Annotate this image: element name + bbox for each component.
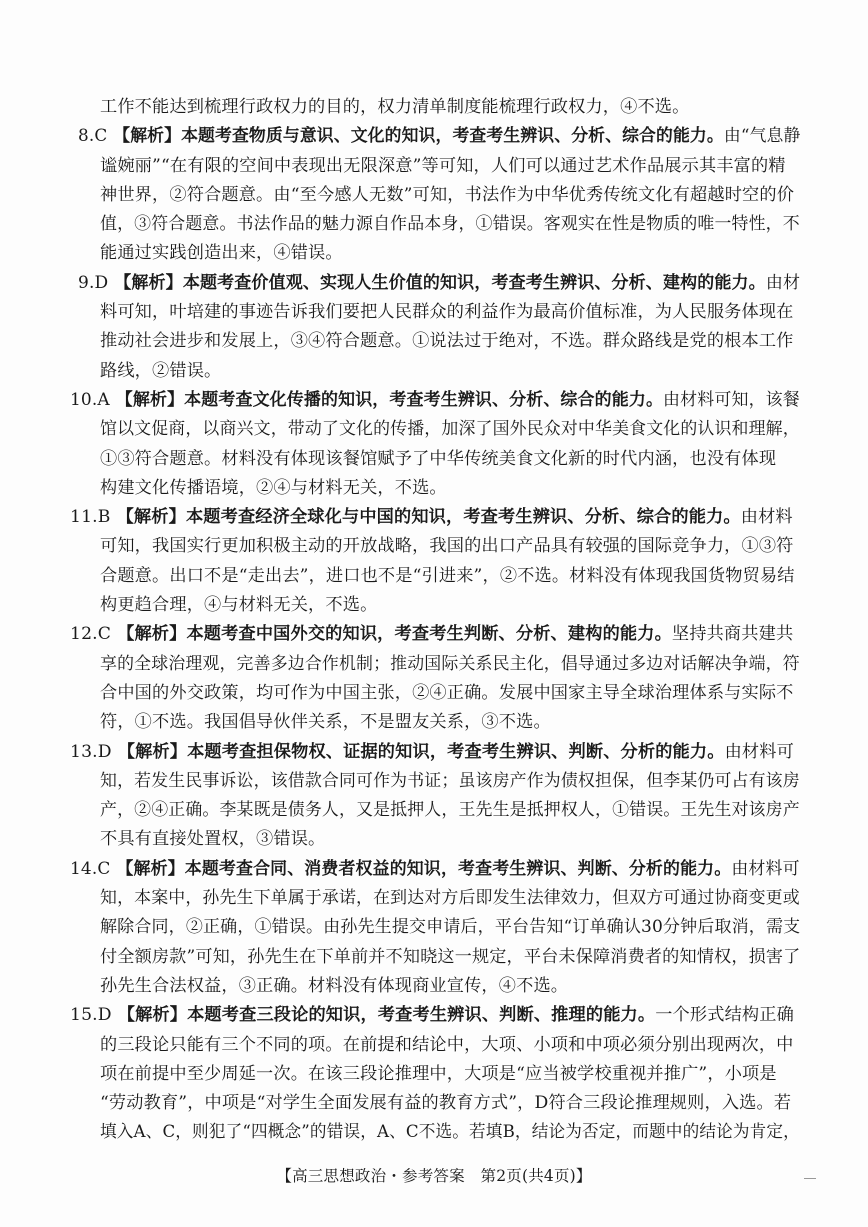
line-text: 合题意。出口不是“走出去”，进口也不是“引进来”，②不选。材料没有体现我国货物贸易结 xyxy=(100,565,795,586)
answer-text-line xyxy=(100,210,800,239)
line-text: 值，③符合题意。书法作品的魅力源自作品本身，①错误。客观实在性是物质的唯一特性，不 xyxy=(100,214,800,235)
analysis-tag: 【解析】 xyxy=(115,389,185,410)
analysis-summary: 本题考查中国外交的知识，考查考生判断、分析、建构的能力。 xyxy=(186,624,672,645)
question-number: 14. xyxy=(70,858,98,879)
answer-item-first-line xyxy=(70,1001,800,1030)
line-text: 能通过实践创造出来，④错误。 xyxy=(100,243,343,264)
answer-text-line xyxy=(100,532,800,561)
line-text: 解除合同，②正确，①错误。由孙先生提交申请后，平台告知“订单确认30分钟后取消，需支 xyxy=(100,917,801,938)
line-text: 由材 xyxy=(765,272,801,293)
answer-text-line xyxy=(100,1118,800,1147)
answer-text-body xyxy=(70,93,801,1148)
line-text: 构更趋合理，④与材料无关，不选。 xyxy=(100,595,378,616)
question-number: 9. xyxy=(78,272,95,293)
answer-text-line xyxy=(100,767,800,796)
answer-text-line xyxy=(100,1089,800,1118)
line-text: 孙先生合法权益，③正确。材料没有体现商业宣传，④不选。 xyxy=(100,975,569,996)
line-text: 一个形式结构正确 xyxy=(655,1005,794,1026)
answer-text-line xyxy=(100,1060,800,1089)
answer-choice: D xyxy=(97,741,112,762)
line-text: 由材料 xyxy=(740,507,793,528)
line-text: 填入A、C，则犯了“四概念”的错误，A、C不选。若填B，结论为否定，而题中的结论为肯定， xyxy=(100,1122,800,1143)
answer-text-line xyxy=(100,415,800,444)
question-number: 8. xyxy=(78,126,95,147)
answer-text-line xyxy=(100,445,800,474)
line-text: 谧婉丽”“在有限的空间中表现出无限深意”等可知，人们可以通过艺术作品展示其丰富的精 xyxy=(100,155,786,176)
answer-text-line xyxy=(100,152,800,181)
analysis-summary: 本题考查担保物权、证据的知识，考查考生辨识、判断、分析的能力。 xyxy=(187,741,725,762)
answer-text-line xyxy=(100,943,801,972)
line-text: 料可知，叶培建的事迹告诉我们要把人民群众的利益作为最高价值标准，为人民服务体现在 xyxy=(100,302,794,323)
answer-text-line xyxy=(100,796,800,825)
answer-choice: D xyxy=(97,1005,112,1026)
page-footer: 【高三思想政治・参考答案 第2页(共4页)】 xyxy=(276,1167,592,1185)
line-text: 神世界，②符合题意。由“至今感人无数”可知，书法作为中华优秀传统文化有超越时空的价 xyxy=(100,184,795,205)
answer-choice: C xyxy=(97,858,111,879)
answer-text-line xyxy=(100,357,800,386)
answer-choice: D xyxy=(94,272,109,293)
line-text: ①③符合题意。材料没有体现该餐馆赋予了中华传统美食文化新的时代内涵，也没有体现 xyxy=(100,448,777,469)
answer-item-first-line xyxy=(70,855,800,884)
line-text: 付全额房款”可知，孙先生在下单前并不知晓这一规定，平台未保障消费者的知情权，损害了 xyxy=(100,946,801,967)
line-text: 坚持共商共建共 xyxy=(671,624,794,645)
analysis-tag: 【解析】 xyxy=(113,126,182,147)
line-text: 由材料可 xyxy=(724,741,794,762)
line-text: 由材料可 xyxy=(731,858,800,879)
line-text: 项在前提中至少周延一次。在该三段论推理中，大项是“应当被学校重视并推广”，小项是 xyxy=(100,1063,777,1084)
line-text: 不具有直接处置权，③错误。 xyxy=(100,829,326,850)
answer-text-line xyxy=(100,298,800,327)
answer-text-line xyxy=(100,591,800,620)
line-text: 享的全球治理观，完善多边合作机制；推动国际关系民主化，倡导通过多边对话解决争端，符 xyxy=(100,653,800,674)
analysis-summary: 本题考查价值观、实现人生价值的知识，考查考生辨识、分析、建构的能力。 xyxy=(182,272,766,293)
answer-text-line xyxy=(100,1031,800,1060)
line-text: 路线，②错误。 xyxy=(100,360,222,381)
line-text: 可知，我国实行更加积极主动的开放战略，我国的出口产品具有较强的国际竞争力，①③符 xyxy=(100,536,794,557)
question-number: 10. xyxy=(70,389,98,410)
line-text: 由材料可知，该餐 xyxy=(663,389,800,410)
analysis-tag: 【解析】 xyxy=(114,272,183,293)
line-text: 馆以文促商，以商兴文，带动了文化的传播，加深了国外民众对中华美食文化的认识和理解， xyxy=(100,419,800,440)
answer-item-first-line xyxy=(78,122,801,151)
answer-text-line xyxy=(100,562,800,591)
answer-choice: C xyxy=(94,126,108,147)
answer-text-line xyxy=(100,650,800,679)
answer-text-line xyxy=(100,884,800,913)
question-number: 11. xyxy=(70,507,98,528)
answer-text-line xyxy=(100,972,800,1001)
answer-text-line xyxy=(100,913,801,942)
line-text: 的三段论只能有三个不同的项。在前提和结论中，大项、小项和中项必须分别出现两次，中 xyxy=(100,1034,794,1055)
line-text: 工作不能达到梳理行政权力的目的，权力清单制度能梳理行政权力，④不选。 xyxy=(100,97,690,117)
answer-choice: C xyxy=(97,624,112,645)
answer-choice: B xyxy=(97,507,111,528)
analysis-tag: 【解析】 xyxy=(117,1005,188,1026)
answer-item-first-line xyxy=(70,620,800,649)
line-text: 推动社会进步和发展上，③④符合题意。①说法过于绝对，不选。群众路线是党的根本工作 xyxy=(100,331,794,352)
answer-text-line xyxy=(100,93,800,122)
answer-item-first-line xyxy=(70,738,800,767)
question-number: 15. xyxy=(70,1005,98,1026)
analysis-tag: 【解析】 xyxy=(117,741,188,762)
line-text: 知，若发生民事诉讼，该借款合同可作为书证；虽该房产作为债权担保，但李某仍可占有该房 xyxy=(100,770,800,791)
line-text: “劳动教育”，中项是“对学生全面发展有益的教育方式”，D符合三段论推理规则，入选。若 xyxy=(100,1093,792,1114)
line-text: 产，②④正确。李某既是债务人，又是抵押人，王先生是抵押权人，①错误。王先生对该房产 xyxy=(100,800,800,821)
analysis-summary: 本题考查三段论的知识，考查考生辨识、判断、推理的能力。 xyxy=(187,1005,656,1026)
footer-mark xyxy=(804,1178,816,1179)
answer-text-line xyxy=(100,327,800,356)
analysis-summary: 本题考查文化传播的知识，考查考生辨识、分析、综合的能力。 xyxy=(184,389,664,410)
question-number: 13. xyxy=(70,741,98,762)
answer-text-line xyxy=(100,181,800,210)
answer-item-first-line xyxy=(70,386,800,415)
line-text: 知，本案中，孙先生下单属于承诺，在到达对方后即发生法律效力，但双方可通过协商变更或 xyxy=(100,888,800,909)
question-number: 12. xyxy=(70,624,98,645)
answer-item-first-line xyxy=(70,503,800,532)
line-text: 符，①不选。我国倡导伙伴关系，不是盟友关系，③不选。 xyxy=(100,712,551,733)
analysis-summary: 本题考查合同、消费者权益的知识，考查考生辨识、判断、分析的能力。 xyxy=(184,858,732,879)
answer-text-line xyxy=(100,825,800,854)
answer-text-line xyxy=(100,708,800,737)
analysis-tag: 【解析】 xyxy=(117,624,187,645)
line-text: 合中国的外交政策，均可作为中国主张，②④正确。发展中国家主导全球治理体系与实际不 xyxy=(100,682,794,703)
line-text: 由“气息静 xyxy=(723,126,801,147)
analysis-tag: 【解析】 xyxy=(116,507,186,528)
answer-text-line xyxy=(100,679,800,708)
analysis-tag: 【解析】 xyxy=(116,858,185,879)
analysis-summary: 本题考查物质与意识、文化的知识，考查考生辨识、分析、综合的能力。 xyxy=(181,126,724,147)
answer-text-line xyxy=(100,239,800,268)
answer-text-line xyxy=(100,474,800,503)
analysis-summary: 本题考查经济全球化与中国的知识，考查考生辨识、分析、综合的能力。 xyxy=(185,507,741,528)
answer-choice: A xyxy=(97,389,110,410)
answer-item-first-line xyxy=(78,269,801,298)
line-text: 构建文化传播语境，②④与材料无关，不选。 xyxy=(100,477,447,498)
